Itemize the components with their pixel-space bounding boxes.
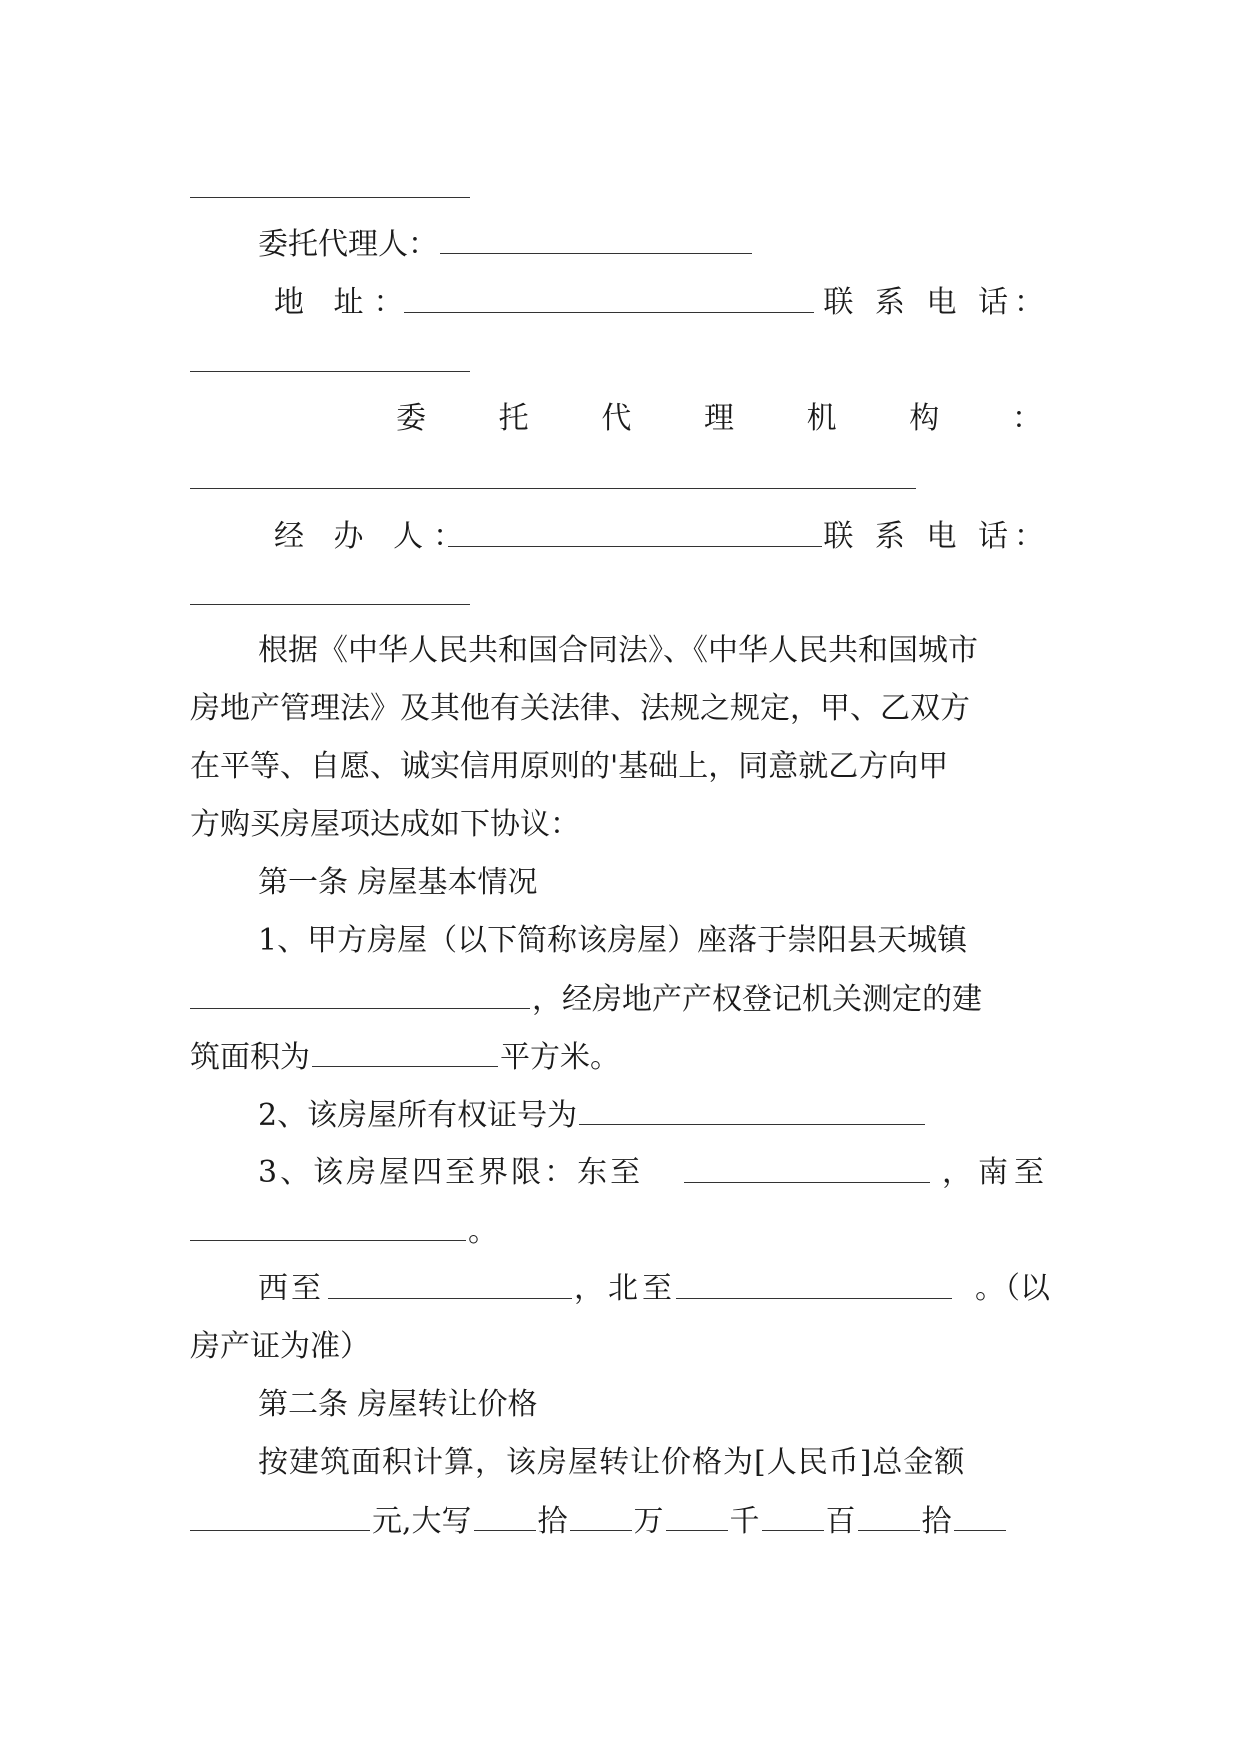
agency-char: 构 (909, 401, 940, 436)
agency-char: 托 (498, 401, 529, 436)
item-text: ，北至 (574, 1271, 676, 1306)
agency-blank[interactable] (190, 488, 916, 489)
item-line (190, 1266, 1050, 1312)
west-blank[interactable] (328, 1266, 572, 1299)
item-line (190, 1208, 1050, 1254)
item-text: 。（以 (975, 1271, 1050, 1306)
phone-blank[interactable] (190, 371, 470, 372)
item-text: ，经房地产产权登记机关测定的建 (532, 982, 982, 1017)
item-line (190, 1498, 1050, 1544)
paragraph-line: 房地产管理法》及其他有关法律、法规之规定，甲、乙双方 (190, 691, 970, 726)
agent-label: 委托代理人： (258, 227, 438, 262)
article-heading: 第一条 房屋基本情况 (258, 865, 538, 900)
item-text: 万 (633, 1504, 664, 1539)
item-text: 2、该房屋所有权证号为 (258, 1098, 578, 1133)
item-text: 千 (729, 1504, 760, 1539)
item-line (190, 1034, 1050, 1080)
item-line (190, 1092, 1050, 1138)
item-text: 3、该房屋四至界限：东至 (258, 1155, 644, 1190)
address-label: 地 址： (274, 285, 414, 320)
certificate-blank[interactable] (579, 1092, 925, 1125)
south-blank[interactable] (190, 1208, 466, 1241)
item-text: 元,大写 (372, 1504, 472, 1539)
handler-blank[interactable] (448, 514, 822, 547)
address-line (190, 280, 1050, 326)
agency-line (396, 396, 1042, 442)
item-line: 1、甲方房屋（以下简称该房屋）座落于崇阳县天城镇 (258, 923, 968, 958)
paragraph-line: 在平等、自愿、诚实信用原则的'基础上，同意就乙方向甲 (190, 749, 949, 784)
item-text: 拾 (537, 1504, 568, 1539)
item-line (190, 976, 1050, 1022)
price-blank[interactable] (666, 1498, 728, 1531)
agency-char: 机 (806, 401, 837, 436)
handler-label: 经 办 人： (274, 519, 474, 554)
phone2-label: 联 系 电 话： (823, 519, 1050, 554)
article-heading: 第二条 房屋转让价格 (258, 1387, 538, 1422)
item-line: 房产证为准） (190, 1329, 370, 1364)
paragraph-line: 方购买房屋项达成如下协议： (190, 807, 580, 842)
price-blank[interactable] (762, 1498, 824, 1531)
agency-char: ： (1011, 401, 1042, 436)
agency-char: 代 (601, 401, 632, 436)
handler-line (190, 514, 1050, 560)
item-text: 平方米。 (500, 1040, 620, 1075)
item-line: 按建筑面积计算，该房屋转让价格为[人民币]总金额 (258, 1445, 966, 1480)
location-blank[interactable] (190, 976, 530, 1009)
price-blank[interactable] (570, 1498, 632, 1531)
item-text: 百 (825, 1504, 856, 1539)
east-blank[interactable] (684, 1150, 930, 1183)
price-blank[interactable] (858, 1498, 920, 1531)
paragraph-line: 根据《中华人民共和国合同法》、《中华人民共和国城市 (258, 633, 978, 668)
item-text: ，南至 (942, 1155, 1050, 1190)
area-blank[interactable] (312, 1034, 498, 1067)
blank-line (190, 197, 470, 198)
item-text: 西至 (258, 1271, 324, 1306)
price-number-blank[interactable] (190, 1498, 370, 1531)
phone2-blank[interactable] (190, 604, 470, 605)
agency-char: 理 (703, 401, 734, 436)
phone-label: 联 系 电 话： (823, 285, 1050, 320)
item-text: 。 (468, 1214, 498, 1249)
item-line (190, 1150, 1050, 1196)
price-blank[interactable] (474, 1498, 536, 1531)
agent-line (190, 221, 1050, 267)
address-blank[interactable] (404, 280, 814, 313)
price-blank[interactable] (954, 1498, 1006, 1531)
agency-char: 委 (396, 401, 426, 436)
north-blank[interactable] (676, 1266, 952, 1299)
item-text: 拾 (921, 1504, 952, 1539)
item-text: 筑面积为 (190, 1040, 310, 1075)
agent-blank[interactable] (440, 221, 752, 254)
